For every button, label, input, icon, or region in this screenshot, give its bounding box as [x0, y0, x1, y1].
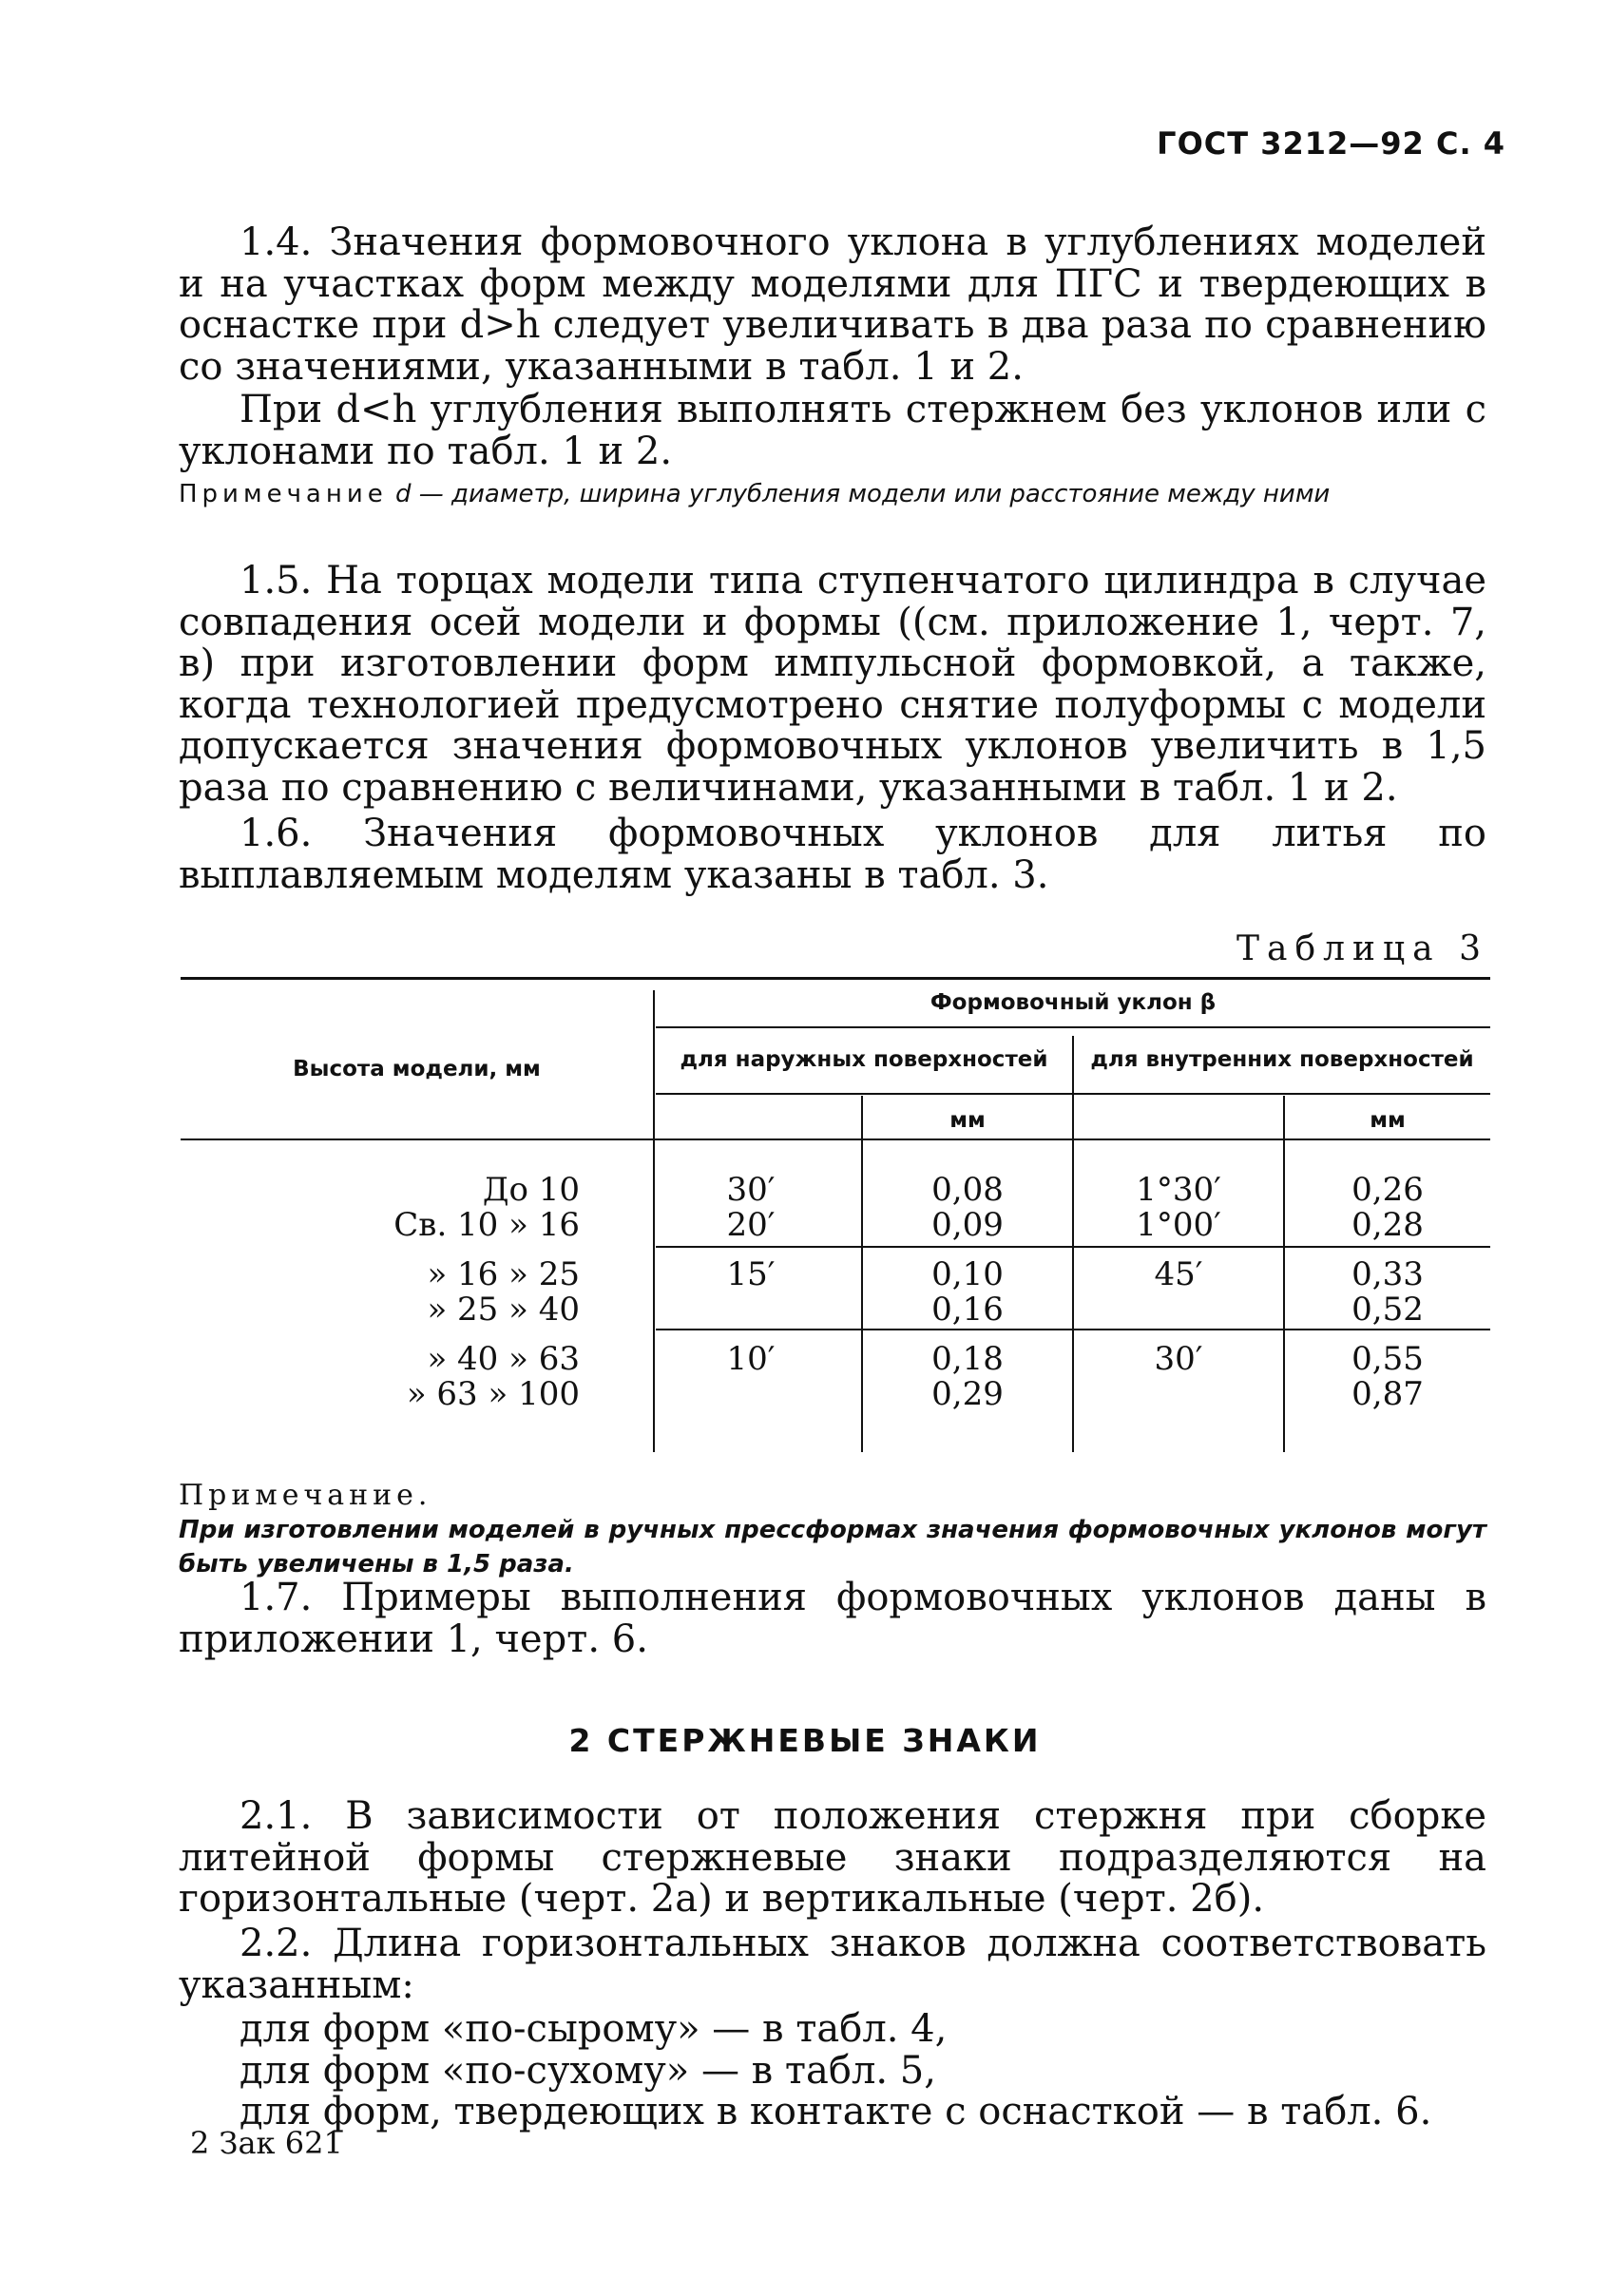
section-title: 2 СТЕРЖНЕВЫЕ ЗНАКИ: [568, 1722, 1042, 1759]
header-slope: Формовочный уклон β: [930, 990, 1217, 1015]
paragraph-1-4-continued: При d<h углубления выполнять стержнем без уклонов или с уклонами по табл. 1 и 2.: [179, 388, 1486, 473]
cell-outer-angle: 15′: [726, 1254, 776, 1293]
paragraph-1-4: 1.4. Значения формовочного уклона в углублениях моделей и на участках форм между моделями для ПГС и твердеющих в оснастке при d>h следует увеличивать в два раза по сравнению со значениями, указанными в табл. 1 и 2.: [179, 220, 1486, 389]
cell-outer-mm: 0,16: [931, 1290, 1004, 1329]
cell-inner-angle: 30′: [1154, 1339, 1203, 1378]
note-2-text: При изготовлении моделей в ручных прессформах значения формовочных уклонов могут быть увеличены в 1,5 раза.: [179, 1516, 1486, 1578]
cell-inner-mm: 0,55: [1351, 1339, 1424, 1378]
footer-order: 2 Зак 621: [190, 2125, 343, 2161]
cell-outer-mm: 0,18: [931, 1339, 1004, 1378]
cell-height: » 25 » 40: [427, 1290, 580, 1329]
list-item-1: для форм «по-сырому» — в табл. 4,: [240, 2007, 948, 2051]
cell-outer-mm: 0,08: [931, 1171, 1004, 1209]
paragraph-1-5: 1.5. На торцах модели типа ступенчатого цилиндра в случае совпадения осей модели и формы ((см. приложение 1, черт. 7, в) при изготовлении форм импульсной формовкой, а также, когда технологией предусмотрено снятие полуформы с модели допускается значения формовочных уклонов увеличить в 1,5 раза по сравнению с величинами, указанными в табл. 1 и 2.: [179, 559, 1486, 810]
table-group-rule: [656, 1026, 1490, 1028]
table-vrule-1: [653, 990, 655, 1452]
paragraph-1-7: 1.7. Примеры выполнения формовочных уклонов даны в приложении 1, черт. 6.: [179, 1576, 1486, 1661]
cell-outer-angle: 20′: [726, 1206, 776, 1244]
cell-inner-mm: 0,28: [1351, 1206, 1424, 1244]
note-1-text: d — диаметр, ширина углубления модели или расстояние между ними: [395, 480, 1331, 508]
table-3: [181, 977, 1490, 1452]
cell-outer-angle: 30′: [726, 1171, 776, 1209]
note-2-label: Примечание.: [179, 1479, 432, 1512]
cell-outer-mm: 0,29: [931, 1374, 1004, 1413]
header-inner: для внутренних поверхностей: [1090, 1047, 1474, 1072]
cell-height: » 16 » 25: [427, 1254, 580, 1293]
cell-height: » 40 » 63: [427, 1339, 580, 1378]
paragraph-1-6: 1.6. Значения формовочных уклонов для литья по выплавляемым моделям указаны в табл. 3.: [179, 812, 1486, 897]
table-head-rule: [181, 1138, 1490, 1140]
cell-height: Св. 10 » 16: [393, 1206, 580, 1244]
note-2: [179, 1479, 1486, 1581]
header-inner-mm: мм: [1370, 1108, 1406, 1133]
cell-inner-angle: 45′: [1154, 1254, 1203, 1293]
cell-outer-mm: 0,09: [931, 1206, 1004, 1244]
cell-outer-mm: 0,10: [931, 1254, 1004, 1293]
cell-height: » 63 » 100: [406, 1374, 580, 1413]
list-item-3: для форм, твердеющих в контакте с оснасткой — в табл. 6.: [240, 2090, 1432, 2133]
cell-inner-mm: 0,87: [1351, 1374, 1424, 1413]
note-1: [179, 477, 1486, 511]
cell-height: До 10: [482, 1171, 580, 1209]
page-header: ГОСТ 3212—92 С. 4: [1157, 125, 1505, 162]
table-caption: Таблица 3: [1236, 929, 1488, 968]
cell-inner-angle: 1°30′: [1136, 1171, 1221, 1209]
cell-outer-angle: 10′: [726, 1339, 776, 1378]
list-item-2: для форм «по-сухому» — в табл. 5,: [240, 2048, 936, 2093]
table-group-separator: [1074, 1246, 1490, 1248]
cell-inner-mm: 0,33: [1351, 1254, 1424, 1293]
table-top-rule: [181, 977, 1490, 980]
paragraph-2-1: 2.1. В зависимости от положения стержня при сборке литейной формы стержневые знаки подразделяются на горизонтальные (черт. 2а) и вертикальные (черт. 2б).: [179, 1794, 1486, 1921]
paragraph-2-2: 2.2. Длина горизонтальных знаков должна соответствовать указанным:: [179, 1922, 1486, 2007]
note-1-label: Примечание: [179, 480, 388, 508]
table-group-separator: [656, 1246, 1072, 1248]
header-height: Высота модели, мм: [293, 1057, 541, 1081]
table-vrule-3: [1072, 1036, 1074, 1452]
table-group-separator: [656, 1329, 1072, 1330]
table-group-separator: [1074, 1329, 1490, 1330]
cell-inner-angle: 1°00′: [1136, 1206, 1221, 1244]
header-outer: для наружных поверхностей: [680, 1047, 1048, 1072]
cell-inner-mm: 0,52: [1351, 1290, 1424, 1329]
header-outer-mm: мм: [949, 1108, 986, 1133]
list: [179, 2009, 1486, 2133]
cell-inner-mm: 0,26: [1351, 1171, 1424, 1209]
